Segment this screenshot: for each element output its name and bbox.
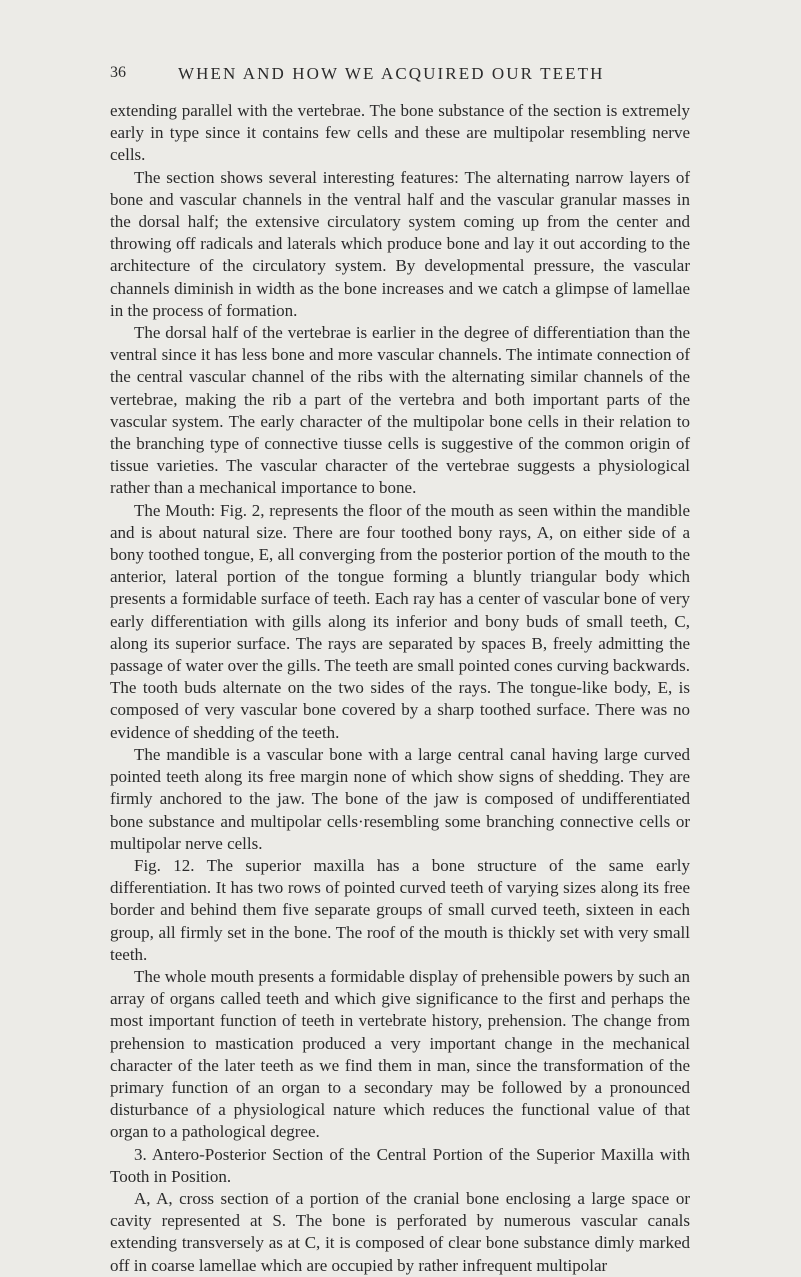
paragraph-section-features: The section shows several interesting features: The alternating narrow layers of bone and vascular channels in the ventral half and the vascular granular masses in the dorsal half; the extensive circulatory system coming up from the center and throwing off radicals and laterals which produce bone and lay it out according to the architecture of the circulatory system. By developmental pressure, the vascular channels diminish in width as the bone increases and we catch a glimpse of lamellae in the process of formation. bbox=[110, 167, 690, 320]
paragraph-whole-mouth: The whole mouth presents a formidable display of prehensible powers by such an array of organs called teeth and which give significance to the first and perhaps the most important function of teeth in vertebrate history, prehension. The change from prehension to mastication produced a very important change in the mechanical character of the later teeth as we find them in man, since the transformation of the primary function of an organ to a secondary may be followed by a pronounced disturbance of a physiological nature which reduces the functional value of that organ to a pathological degree. bbox=[110, 966, 690, 1142]
paragraph-dorsal-half: The dorsal half of the vertebrae is earlier in the degree of differentiation than the ventral since it has less bone and more vascular channels. The intimate connection of the central vascular channel of the ribs with the alternating similar channels of the vertebrae, making the rib a part of the vertebra and both important parts of the vascular system. The early character of the multipolar bone cells in their relation to the branching type of connective tiusse cells is suggestive of the common origin of tissue varieties. The vascular character of the vertebrae suggests a physiological rather than a mechanical importance to bone. bbox=[110, 323, 690, 498]
paragraph-the-mouth: The Mouth: Fig. 2, represents the floor of the mouth as seen within the mandible and is about natural size. There are four toothed bony rays, A, on either side of a bony toothed tongue, E, all converging from the posterior portion of the mouth to the anterior, lateral portion of the tongue forming a bluntly triangular body which presents a formidable surface of teeth. Each ray has a center of vascular bone of very early differentiation with gills along its inferior and bony buds of small teeth, C, along its superior surface. The rays are separated by spaces B, freely admitting the passage of water over the gills. The teeth are small pointed cones curving backwards. The tooth buds alternate on the two sides of the rays. The tongue-like body, E, is composed of very vascular bone covered by a sharp toothed surface. There was no evidence of shedding of the teeth. bbox=[110, 500, 690, 742]
paragraph-superior-maxilla: Fig. 12. The superior maxilla has a bone structure of the same early differentiation. It has two rows of pointed curved teeth of varying sizes along its free border and behind them five separate groups of small curved teeth, sixteen in each group, all firmly set in the bone. The roof of the mouth is thickly set with very small teeth. bbox=[110, 855, 690, 964]
page-number: 36 bbox=[110, 64, 126, 81]
running-title: WHEN AND HOW WE ACQUIRED OUR TEETH bbox=[178, 64, 605, 83]
paragraph-continuation: extending parallel with the vertebrae. The bone substance of the section is extremely early in type since it contains few cells and these are multipolar resembling nerve cells. bbox=[110, 101, 690, 165]
body-text bbox=[110, 100, 690, 1277]
running-header bbox=[110, 64, 690, 86]
paragraph-cross-section: A, A, cross section of a portion of the cranial bone enclosing a large space or cavity represented at S. The bone is perforated by numerous vascular canals extending transversely as at C, it is composed of clear bone substance dimly marked off in coarse lamellae which are occupied by rather infrequent multipolar bbox=[110, 1188, 690, 1275]
paragraph-section-heading: 3. Antero-Posterior Section of the Central Portion of the Superior Maxilla with Tooth in Position. bbox=[110, 1144, 690, 1186]
paragraph-mandible: The mandible is a vascular bone with a large central canal having large curved pointed teeth along its free margin none of which show signs of shedding. They are firmly anchored to the jaw. The bone of the jaw is composed of undifferentiated bone substance and multipolar cells·resembling some branching connective cells or multipolar nerve cells. bbox=[110, 744, 690, 853]
